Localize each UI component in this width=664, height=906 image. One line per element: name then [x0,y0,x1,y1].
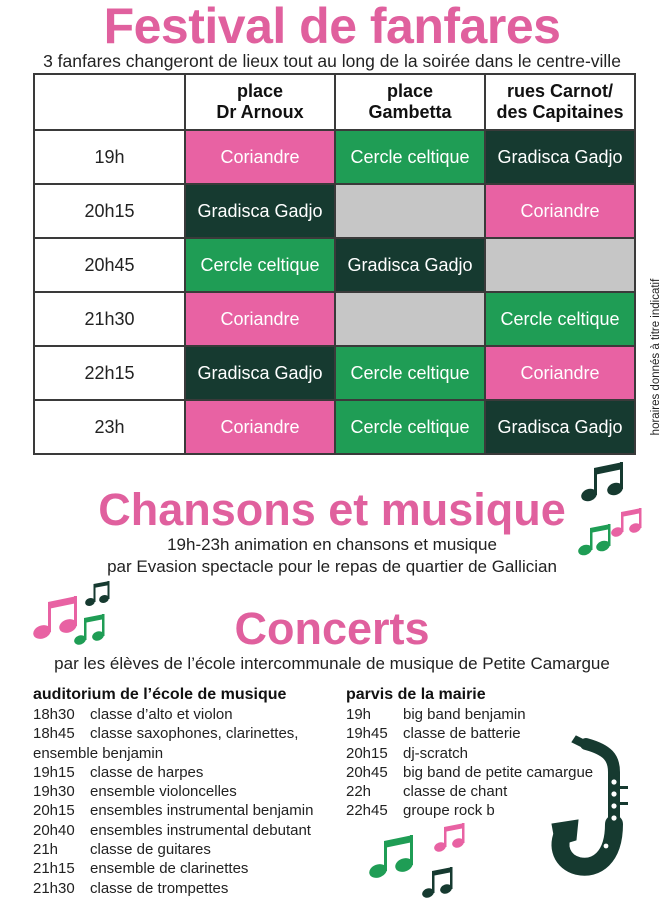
concert-label: classe de chant [403,783,508,801]
concert-label: classe de batterie [403,725,521,743]
concert-list-item [33,763,323,782]
concert-label: dj-scratch [403,744,469,762]
schedule-time: 20h15 [34,184,185,238]
concert-time: 20h45 [346,763,388,781]
concert-time: 18h45 [33,725,75,743]
schedule-cell [335,184,485,238]
concert-label-continued: ensemble benjamin [33,744,164,762]
concert-label: classe saxophones, clarinettes, [90,725,299,743]
concert-label: classe de guitares [90,841,211,859]
music-notes-icon [32,580,112,650]
schedule-cell: Cercle celtique [485,292,635,346]
music-notes-icon [577,462,647,557]
schedule-cell: Cercle celtique [335,346,485,400]
schedule-time: 22h15 [34,346,185,400]
concert-list-item [33,821,323,840]
schedule-header-row [34,74,635,130]
schedule-cell: Cercle celtique [335,400,485,454]
concert-label: groupe rock b [403,802,495,820]
venue-line: Gambetta [368,102,452,122]
concert-time: 22h45 [346,802,388,820]
schedule-cell: Coriandre [185,292,335,346]
music-notes-icon [368,825,468,900]
venue-line: rues Carnot/ [506,81,614,101]
concert-time: 21h [33,841,59,859]
concert-label: classe de trompettes [90,879,229,897]
chansons-line-1: 19h-23h animation en chansons et musique [167,535,497,554]
concert-label: ensembles instrumental debutant [90,821,311,839]
concert-time: 20h15 [346,744,388,762]
schedule-cell [335,292,485,346]
venue-header-1 [185,74,335,130]
schedule-row [34,130,635,184]
schedule-table [33,73,636,455]
concerts-subtitle: par les élèves de l’école intercommunale de musique de Petite Camargue [54,654,610,673]
schedule-time: 20h45 [34,238,185,292]
concert-time: 19h [346,706,372,723]
chansons-title: Chansons et musique [98,484,566,535]
concert-time: 18h30 [33,706,75,723]
venue-line: place [236,81,284,101]
venue-line: Dr Arnoux [216,102,304,122]
schedule-cell: Gradisca Gadjo [485,400,635,454]
schedule-row [34,292,635,346]
schedule-cell: Cercle celtique [335,130,485,184]
schedule-time: 19h [34,130,185,184]
schedule-time: 21h30 [34,292,185,346]
concert-label: ensemble de clarinettes [90,860,249,878]
concert-list-item [33,840,323,859]
concert-label: classe d’alto et violon [90,706,233,723]
schedule-cell: Gradisca Gadjo [185,346,335,400]
schedule-row [34,184,635,238]
concert-label: ensemble violoncelles [90,783,237,801]
concert-list-item [33,782,323,801]
concert-label: big band de petite camargue [403,763,594,781]
schedule-cell: Gradisca Gadjo [335,238,485,292]
schedule-cell: Gradisca Gadjo [485,130,635,184]
saxophone-icon [548,728,648,878]
concert-label: big band benjamin [403,706,526,723]
concert-time: 19h30 [33,783,75,801]
concert-time: 19h45 [346,725,388,743]
concert-list-item [33,879,323,898]
auditorium-title: auditorium de l’école de musique [33,686,287,703]
schedule-note [647,262,664,452]
chansons-line-2: par Evasion spectacle pour le repas de quartier de Gallician [107,557,557,576]
concert-time: 19h15 [33,763,75,781]
concert-list-item [33,859,323,878]
parvis-title: parvis de la mairie [346,686,486,703]
schedule-corner-cell [34,74,185,130]
concert-label: ensembles instrumental benjamin [90,802,314,820]
festival-subtitle: 3 fanfares changeront de lieux tout au long de la soirée dans le centre-ville [43,51,621,71]
concert-time: 22h [346,783,372,801]
schedule-note-text: horaires donnés à titre indicatif [650,278,662,436]
concert-list-item [33,801,323,820]
auditorium-list [33,705,323,898]
venue-header-3 [485,74,635,130]
concert-time: 20h40 [33,821,75,839]
schedule-row [34,400,635,454]
concert-list-item [346,705,606,724]
concert-time: 21h15 [33,860,75,878]
schedule-cell: Cercle celtique [185,238,335,292]
concert-list-item [33,724,323,743]
schedule-row [34,238,635,292]
concerts-title: Concerts [234,603,430,654]
schedule-cell [485,238,635,292]
festival-title: Festival de fanfares [103,0,561,54]
concert-time: 20h15 [33,802,75,820]
schedule-cell: Coriandre [485,184,635,238]
venue-line: des Capitaines [496,102,624,122]
concert-list-item [33,705,323,724]
schedule-cell: Coriandre [185,400,335,454]
schedule-cell: Coriandre [485,346,635,400]
venue-header-2 [335,74,485,130]
venue-line: place [386,81,434,101]
schedule-row [34,346,635,400]
concert-label: classe de harpes [90,763,204,781]
schedule-cell: Gradisca Gadjo [185,184,335,238]
concert-time: 21h30 [33,879,75,897]
schedule-cell: Coriandre [185,130,335,184]
schedule-time: 23h [34,400,185,454]
